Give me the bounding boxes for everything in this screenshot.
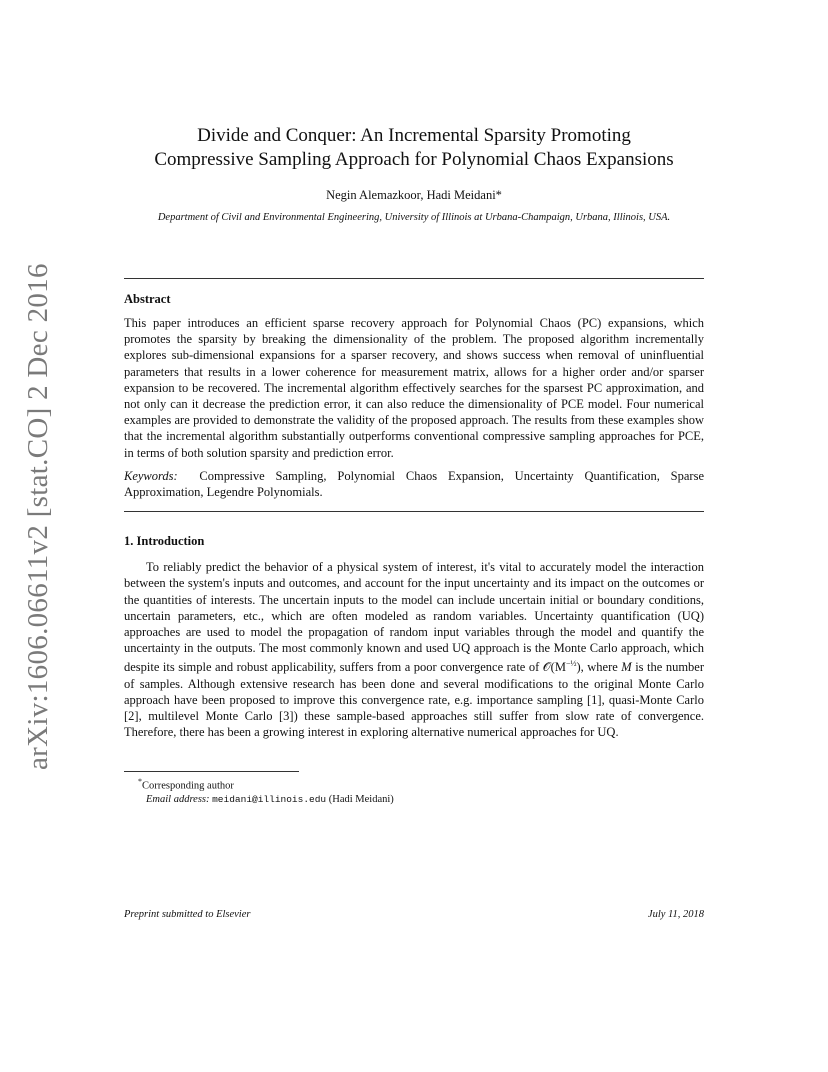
big-o-exponent: −½ bbox=[565, 659, 577, 669]
paper-title bbox=[124, 124, 704, 172]
intro-text-5: , multilevel Monte Carlo bbox=[138, 709, 280, 724]
author-list: Negin Alemazkoor, Hadi Meidani* bbox=[326, 188, 502, 202]
footnote bbox=[138, 775, 704, 808]
corresponding-author-label: Corresponding author bbox=[142, 780, 234, 792]
footer-preprint-note: Preprint submitted to Elsevier bbox=[124, 909, 251, 920]
arxiv-identifier-stamp: arXiv:1606.06611v2 [stat.CO] 2 Dec 2016 bbox=[22, 263, 54, 770]
introduction-heading: 1. Introduction bbox=[124, 534, 205, 549]
intro-text-2: ), where bbox=[576, 660, 622, 675]
keywords-label: Keywords: bbox=[124, 468, 178, 483]
email-label: Email address: bbox=[146, 794, 210, 806]
citation-3-link[interactable]: [3] bbox=[279, 709, 294, 724]
email-address[interactable]: meidani@illinois.edu bbox=[212, 794, 327, 806]
footer-date: July 11, 2018 bbox=[647, 909, 704, 920]
footnote-corresponding bbox=[138, 775, 704, 794]
citation-1-link[interactable]: [1] bbox=[587, 693, 602, 708]
keywords bbox=[124, 468, 704, 500]
title-line-2: Compressive Sampling Approach for Polynomial Chaos Expansions bbox=[154, 149, 674, 170]
title-line-1: Divide and Conquer: An Incremental Sparsity Promoting bbox=[197, 125, 631, 146]
page-footer bbox=[124, 909, 704, 920]
keywords-list: Compressive Sampling, Polynomial Chaos Expansion, Uncertainty Quantification, Sparse Approximation, Legendre Polynomials. bbox=[124, 468, 705, 500]
footnote-mark: * bbox=[138, 776, 142, 786]
email-owner: (Hadi Meidani) bbox=[328, 794, 394, 806]
intro-text-3: is the number of samples. Although extensive research has been done and several modifications to the original Monte Carlo approach have been proposed to improve this convergence rate, e.g. importance sampling bbox=[124, 660, 704, 708]
abstract-text: This paper introduces an efficient sparse recovery approach for Polynomial Chaos (PC) expansions, which promotes the sparsity by breaking the dimensionality of the problem. The proposed algorithm incrementally explores sub-dimensional expansions for a sparser recovery, and shows success when removal of uninfluential parameters that results in a lower coherence for measurement matrix, allows for a higher order and/or sparser expansion to be recovered. The incremental algorithm effectively searches for the sparsest PC approximation, and not only can it decrease the prediction error, it can also reduce the dimensionality of PCE model. Four numerical examples are provided to demonstrate the validity of the proposed approach. The results from these examples show that the incremental algorithm substantially outperforms conventional compressive sampling approaches for PCE, in terms of both solution sparsity and prediction error. bbox=[124, 316, 704, 460]
paper-page bbox=[124, 0, 704, 807]
abstract-bottom-rule bbox=[124, 511, 704, 512]
abstract-top-rule bbox=[124, 278, 704, 279]
intro-text-4: , quasi-Monte Carlo bbox=[601, 693, 704, 708]
introduction-paragraph bbox=[124, 559, 704, 740]
citation-2-link[interactable]: [2] bbox=[124, 709, 139, 724]
intro-text-6: ) these sample-based approaches still suffer from slow rate of convergence. Therefore, there has been a growing interest in exploring alternative numerical approaches for UQ. bbox=[124, 709, 705, 740]
footnote-email bbox=[146, 793, 704, 807]
intro-text-1: To reliably predict the behavior of a physical system of interest, it's vital to accurately model the interaction between the system's inputs and outcomes, and account for the input uncertainty and its impact on the outcomes or the quantities of interests. The uncertain inputs to the model can include uncertain initial or boundary conditions, uncertain parameters, etc., which are often modeled as random variables. Uncertainty quantification (UQ) approaches are used to model the propagation of random input variables through the model and quantify the uncertainty in the outputs. The most commonly known and used UQ approach is the Monte Carlo approach, which despite its simple and robust applicability, suffers from a poor convergence rate of bbox=[124, 560, 704, 675]
footnote-rule bbox=[124, 771, 299, 772]
big-o-notation: 𝒪(M bbox=[542, 660, 566, 675]
affiliation: Department of Civil and Environmental Engineering, University of Illinois at Urbana-Champaign, Urbana, Illinois, USA. bbox=[157, 212, 671, 223]
abstract-heading: Abstract bbox=[124, 292, 171, 306]
m-variable: M bbox=[621, 660, 632, 675]
